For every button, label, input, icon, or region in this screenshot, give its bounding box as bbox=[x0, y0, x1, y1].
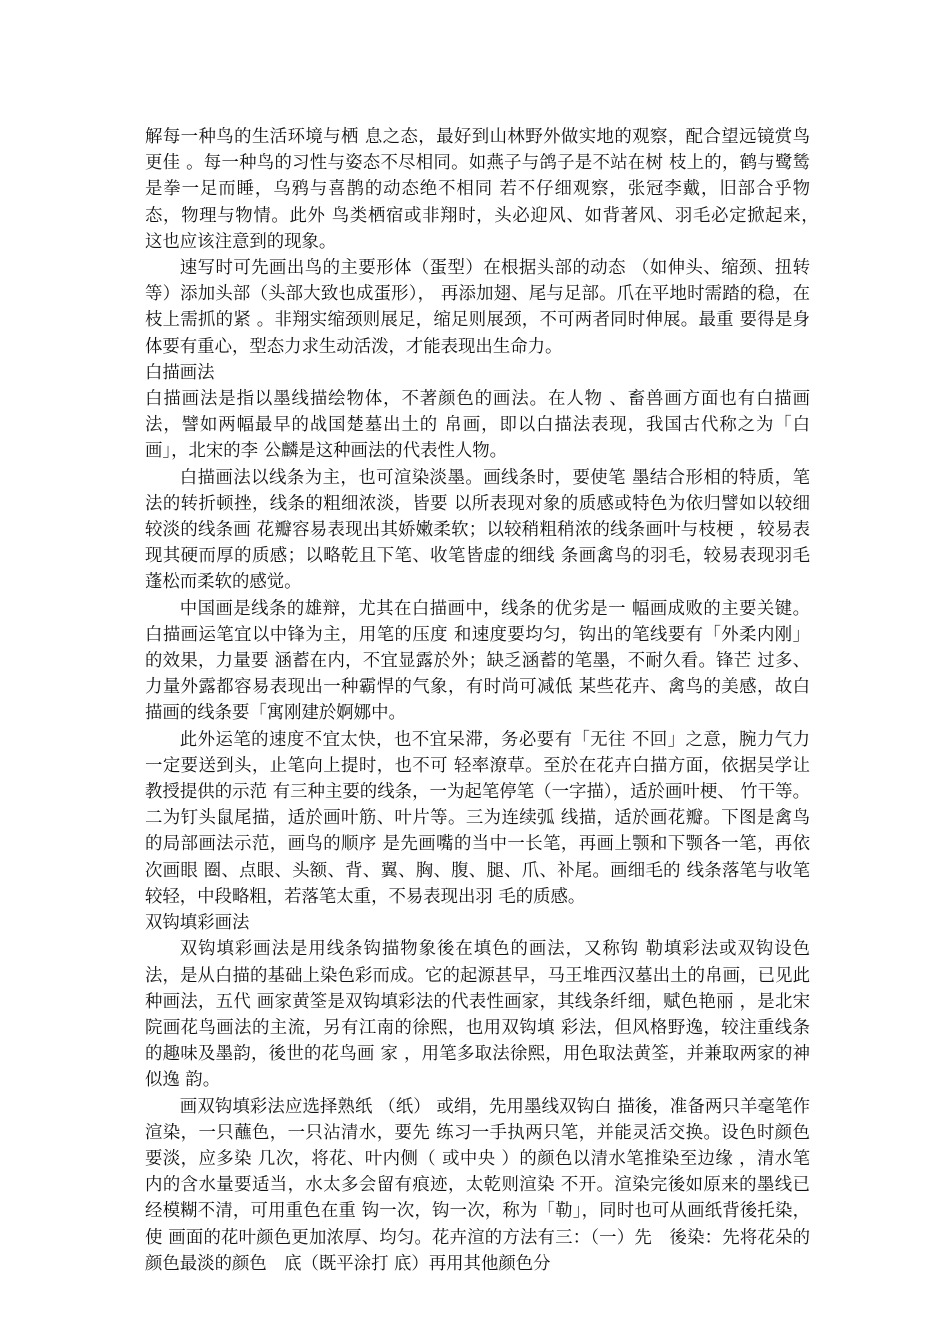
heading-shuanggou: 双钩填彩画法 bbox=[145, 913, 250, 934]
paragraph-line-quality: 中国画是线条的雄辩，尤其在白描画中，线条的优劣是一 幅画成败的主要关键。白描画运笔宜以中锋为主，用笔的压度 和速度要均匀，钩出的笔线要有「外柔内刚」的效果，力量要 涵蓄在内，不宜显露於外；缺乏涵蓄的笔墨，不耐久看。锋芒 过多、力量外露都容易表现出一种霸悍的气象，有时尚可减低 某些花卉、禽鸟的美感，故白描画的线条要「寓刚建於婀娜中。 bbox=[145, 598, 810, 724]
document-body bbox=[145, 124, 828, 1277]
paragraph-baimiao-definition: 白描画法是指以墨线描绘物体，不著颜色的画法。在人物 、畜兽画方面也有白描画法，譬如两幅最早的战国楚墓出土的 帛画，即以白描法表现，我国古代称之为「白画」，北宋的李 公麟是这种画法的代表性人物。 bbox=[145, 389, 810, 462]
paragraph-brush-speed: 此外运笔的速度不宜太快，也不宜呆滞，务必要有「无往 不回」之意，腕力气力一定要送到头，止笔向上提时，也不可 轻率潦草。至於在花卉白描方面，依据吴学让教授提供的示范 有三种主要的线条，一为起笔停笔（一字描），适於画叶梗、 竹干等。二为钉头鼠尾描，适於画叶筋、叶片等。三为连续弧 线描，适於画花瓣。下图是禽鸟的局部画法示范，画鸟的顺序 是先画嘴的当中一长笔，再画上颚和下颚各一笔，再依次画眼 圈、点眼、头额、背、翼、胸、腹、腿、爪、补尾。画细毛的 线条落笔与收笔较轻，中段略粗，若落笔太重，不易表现出羽 毛的质感。 bbox=[145, 729, 810, 907]
heading-baimiao: 白描画法 bbox=[145, 362, 215, 383]
paragraph-bird-observation: 解每一种鸟的生活环境与栖 息之态，最好到山林野外做实地的观察，配合望远镜赏鸟更佳 。每一种鸟的习性与姿态不尽相同。如燕子与鸽子是不站在树 枝上的，鹤与鹭鸶是拳一足而睡，乌鸦与喜鹊的动态绝不相同 若不仔细观察，张冠李戴，旧部合乎物态，物理与物情。此外 鸟类栖宿或非翔时，头必迎风、如背著风、羽毛必定掀起来， 这也应该注意到的现象。 bbox=[145, 127, 828, 252]
paragraph-sketching: 速写时可先画出鸟的主要形体（蛋型）在根据头部的动态 （如伸头、缩颈、扭转等）添加头部（头部大致也成蛋形）， 再添加翅、尾与足部。爪在平地时需踏的稳，在枝上需抓的紧 。非翔实缩颈则展足，缩足则展颈，不可两者同时伸展。最重 要得是身体要有重心，型态力求生动活泼，才能表现出生命力。 bbox=[145, 258, 810, 357]
paragraph-shuanggou-technique: 画双钩填彩法应选择熟纸 （纸） 或绢，先用墨线双钩白 描後，准备两只羊毫笔作渲染，一只蘸色，一只沾清水，要先 练习一手执两只笔，并能灵活交换。设色时颜色要淡，应多染 几次，将花、叶内侧（ 或中央 ）的颜色以清水笔推染至边缘 ，清水笔内的含水量要适当，水太多会留有痕迹，太乾则渲染 不开。渲染完後如原来的墨线已经模糊不清，可用重色在重 钩一次，钩一次，称为「勒」，同时也可从画纸背後托染，使 画面的花叶颜色更加浓厚、均匀。花卉渲的方法有三：（一）先 後染：先将花朵的颜色最淡的颜色 底（既平涂打 底）再用其他颜色分 bbox=[145, 1096, 810, 1274]
paragraph-shuanggou-definition: 双钩填彩画法是用线条钩描物象後在填色的画法，又称钩 勒填彩法或双钩设色法，是从白描的基础上染色彩而成。它的起源甚早，马王堆西汉墓出土的帛画，已见此种画法，五代 画家黄筌是双钩填彩法的代表性画家，其线条纤细，赋色艳丽 ，是北宋院画花鸟画法的主流，另有江南的徐熙，也用双钩填 彩法，但风格野逸，较注重线条的趣味及墨韵，後世的花鸟画 家 ，用笔多取法徐熙，用色取法黄筌，并兼取两家的神似逸 韵。 bbox=[145, 939, 810, 1091]
paragraph-baimiao-lines: 白描画法以线条为主，也可渲染淡墨。画线条时，要使笔 墨结合形相的特质，笔法的转折顿挫，线条的粗细浓淡，皆要 以所表现对象的质感或特色为依归譬如以较细较淡的线条画 花瓣容易表现出其娇嫩柔软；以较稍粗稍浓的线条画叶与枝梗 ，较易表现其硬而厚的质感；以略乾且下笔、收笔皆虚的细线 条画禽鸟的羽毛，较易表现羽毛蓬松而柔软的感觉。 bbox=[145, 467, 810, 593]
